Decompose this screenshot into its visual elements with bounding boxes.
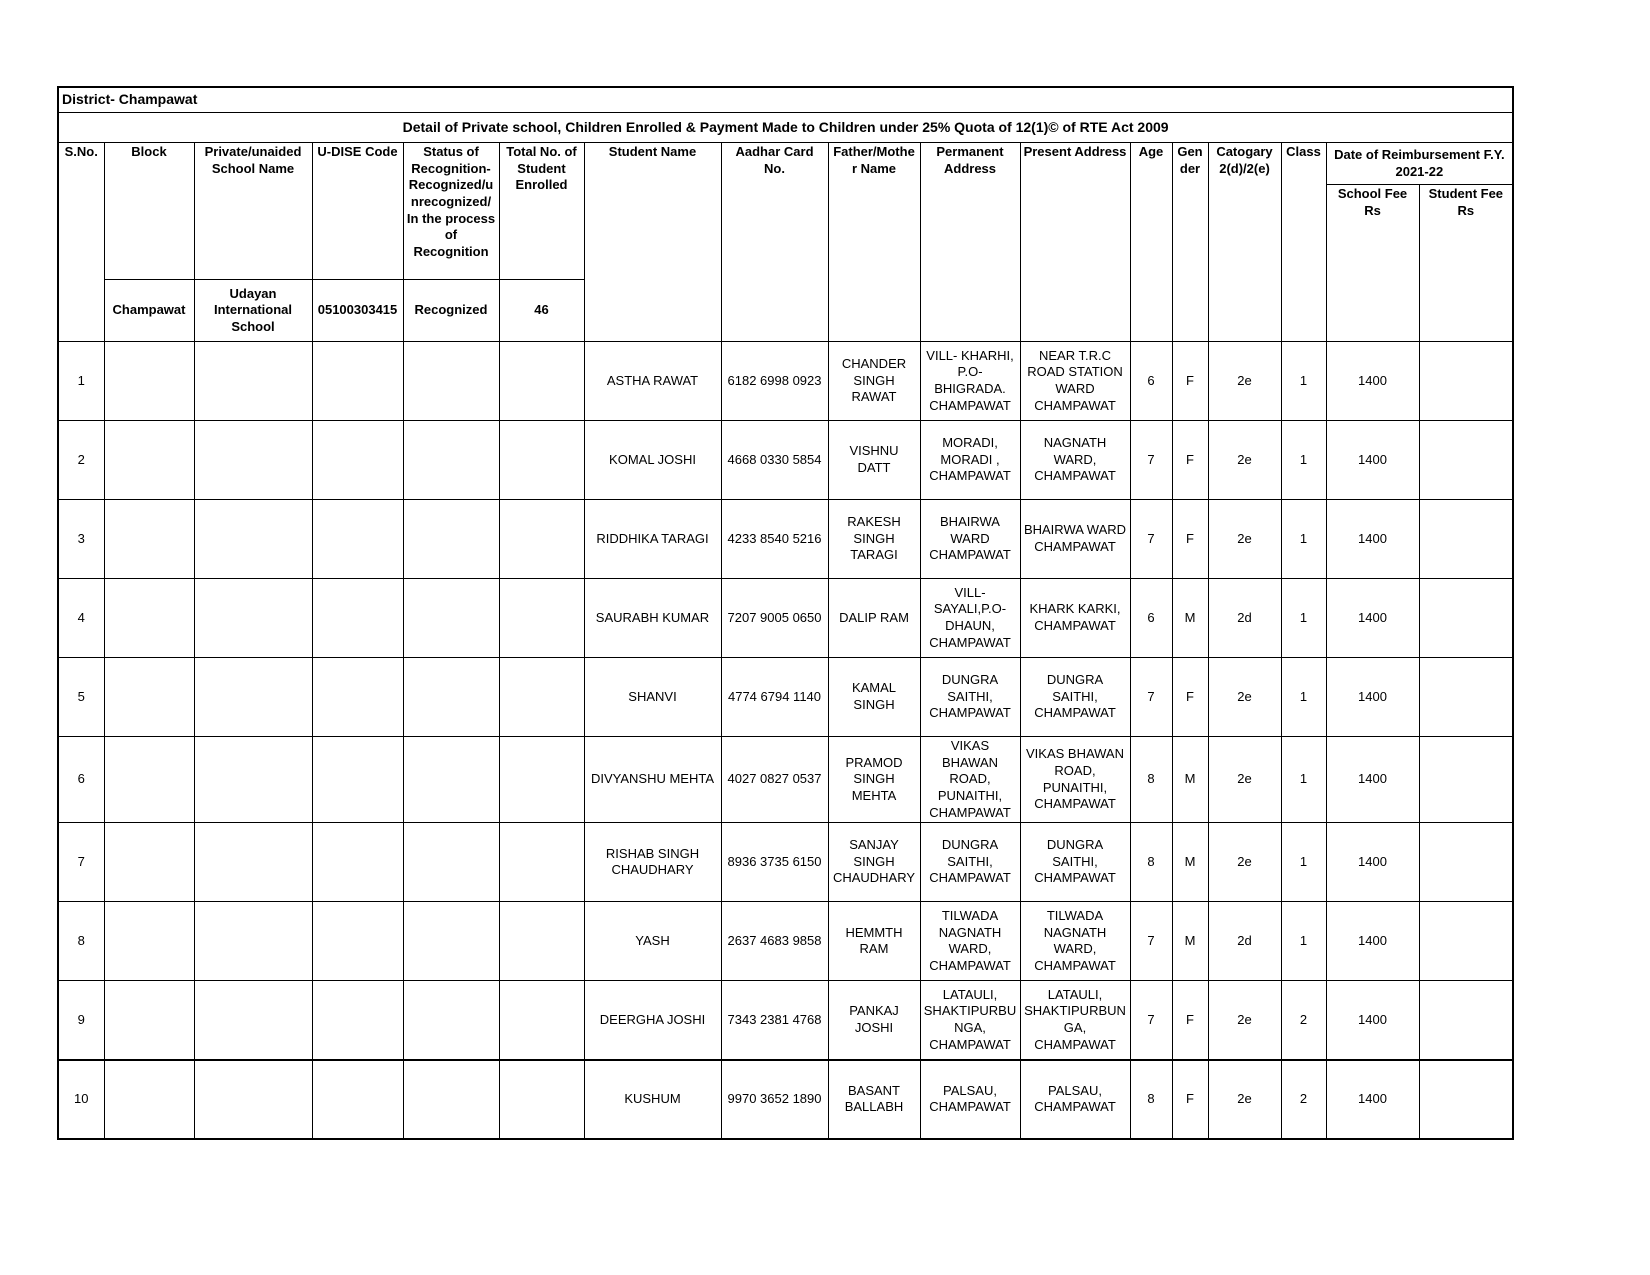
cell-student-name: KUSHUM — [584, 1060, 721, 1139]
col-header-father: Father/Mother Name — [828, 143, 920, 342]
cell-udise — [312, 658, 403, 737]
col-header-age: Age — [1130, 143, 1172, 342]
cell-permanent: VILL- SAYALI,P.O- DHAUN, CHAMPAWAT — [920, 579, 1020, 658]
rte-enrollment-table — [57, 86, 1514, 1140]
cell-school-name — [194, 981, 312, 1060]
cell-sno: 4 — [58, 579, 104, 658]
table-row — [58, 342, 1513, 421]
cell-block — [104, 737, 194, 823]
cell-udise — [312, 902, 403, 981]
col-header-udise: U-DISE Code — [312, 143, 403, 280]
cell-class: 1 — [1281, 737, 1326, 823]
cell-block — [104, 823, 194, 902]
cell-school-fee: 1400 — [1326, 658, 1419, 737]
cell-father: DALIP RAM — [828, 579, 920, 658]
cell-permanent: LATAULI, SHAKTIPURBUNGA, CHAMPAWAT — [920, 981, 1020, 1060]
col-header-sno: S.No. — [58, 143, 104, 342]
col-header-block: Block — [104, 143, 194, 280]
cell-father: BASANT BALLABH — [828, 1060, 920, 1139]
col-header-permanent-address: Permanent Address — [920, 143, 1020, 342]
cell-present: DUNGRA SAITHI, CHAMPAWAT — [1020, 658, 1130, 737]
cell-present: VIKAS BHAWAN ROAD, PUNAITHI, CHAMPAWAT — [1020, 737, 1130, 823]
cell-present: LATAULI, SHAKTIPURBUNGA, CHAMPAWAT — [1020, 981, 1130, 1060]
cell-student-name: RIDDHIKA TARAGI — [584, 500, 721, 579]
cell-sno: 3 — [58, 500, 104, 579]
cell-category: 2e — [1208, 342, 1281, 421]
cell-father: HEMMTH RAM — [828, 902, 920, 981]
cell-aadhar: 8936 3735 6150 — [721, 823, 828, 902]
cell-gender: M — [1172, 737, 1208, 823]
cell-age: 7 — [1130, 902, 1172, 981]
cell-block — [104, 902, 194, 981]
cell-permanent: TILWADA NAGNATH WARD, CHAMPAWAT — [920, 902, 1020, 981]
cell-aadhar: 4027 0827 0537 — [721, 737, 828, 823]
data-rows — [58, 342, 1513, 1139]
cell-status — [403, 737, 499, 823]
cell-student-fee — [1419, 823, 1513, 902]
cell-student-fee — [1419, 421, 1513, 500]
cell-gender: M — [1172, 579, 1208, 658]
cell-total — [499, 658, 584, 737]
table-row — [58, 500, 1513, 579]
cell-block — [104, 421, 194, 500]
cell-father: SANJAY SINGH CHAUDHARY — [828, 823, 920, 902]
cell-aadhar: 4774 6794 1140 — [721, 658, 828, 737]
cell-block — [104, 579, 194, 658]
cell-aadhar: 7343 2381 4768 — [721, 981, 828, 1060]
col-header-present-address: Present Address — [1020, 143, 1130, 342]
col-header-class: Class — [1281, 143, 1326, 342]
cell-school-name — [194, 500, 312, 579]
cell-total — [499, 737, 584, 823]
cell-status — [403, 823, 499, 902]
table-row — [58, 579, 1513, 658]
cell-udise — [312, 737, 403, 823]
cell-gender: F — [1172, 500, 1208, 579]
cell-total — [499, 823, 584, 902]
school-info-block: Champawat — [104, 280, 194, 342]
cell-father: PANKAJ JOSHI — [828, 981, 920, 1060]
cell-present: NEAR T.R.C ROAD STATION WARD CHAMPAWAT — [1020, 342, 1130, 421]
cell-student-name: SAURABH KUMAR — [584, 579, 721, 658]
cell-age: 8 — [1130, 1060, 1172, 1139]
cell-class: 1 — [1281, 902, 1326, 981]
cell-present: KHARK KARKI, CHAMPAWAT — [1020, 579, 1130, 658]
cell-student-name: DEERGHA JOSHI — [584, 981, 721, 1060]
cell-student-name: ASTHA RAWAT — [584, 342, 721, 421]
cell-block — [104, 500, 194, 579]
cell-total — [499, 421, 584, 500]
col-header-total: Total No. of Student Enrolled — [499, 143, 584, 280]
cell-status — [403, 1060, 499, 1139]
cell-school-fee: 1400 — [1326, 342, 1419, 421]
cell-class: 1 — [1281, 579, 1326, 658]
cell-status — [403, 579, 499, 658]
cell-category: 2e — [1208, 981, 1281, 1060]
cell-aadhar: 2637 4683 9858 — [721, 902, 828, 981]
col-header-aadhar: Aadhar Card No. — [721, 143, 828, 342]
cell-student-fee — [1419, 981, 1513, 1060]
district-row — [58, 87, 1513, 113]
cell-gender: M — [1172, 902, 1208, 981]
cell-total — [499, 902, 584, 981]
col-header-school-name: Private/unaided School Name — [194, 143, 312, 280]
cell-permanent: DUNGRA SAITHI, CHAMPAWAT — [920, 823, 1020, 902]
cell-sno: 1 — [58, 342, 104, 421]
cell-sno: 5 — [58, 658, 104, 737]
cell-category: 2d — [1208, 902, 1281, 981]
cell-gender: F — [1172, 342, 1208, 421]
cell-aadhar: 6182 6998 0923 — [721, 342, 828, 421]
cell-class: 2 — [1281, 1060, 1326, 1139]
table-row — [58, 823, 1513, 902]
cell-present: PALSAU, CHAMPAWAT — [1020, 1060, 1130, 1139]
cell-student-fee — [1419, 658, 1513, 737]
cell-student-name: KOMAL JOSHI — [584, 421, 721, 500]
cell-permanent: PALSAU, CHAMPAWAT — [920, 1060, 1020, 1139]
col-header-category: Catogary 2(d)/2(e) — [1208, 143, 1281, 342]
cell-category: 2d — [1208, 579, 1281, 658]
cell-student-fee — [1419, 1060, 1513, 1139]
cell-aadhar: 4668 0330 5854 — [721, 421, 828, 500]
col-header-reimbursement-group: Date of Reimbursement F.Y. 2021-22 — [1326, 143, 1513, 185]
cell-sno: 2 — [58, 421, 104, 500]
cell-father: VISHNU DATT — [828, 421, 920, 500]
cell-status — [403, 500, 499, 579]
cell-status — [403, 981, 499, 1060]
school-info-total: 46 — [499, 280, 584, 342]
cell-udise — [312, 1060, 403, 1139]
cell-present: BHAIRWA WARD CHAMPAWAT — [1020, 500, 1130, 579]
cell-total — [499, 1060, 584, 1139]
cell-school-name — [194, 902, 312, 981]
cell-status — [403, 342, 499, 421]
cell-category: 2e — [1208, 658, 1281, 737]
table-row — [58, 421, 1513, 500]
cell-school-name — [194, 342, 312, 421]
cell-udise — [312, 342, 403, 421]
col-header-status: Status of Recognition- Recognized/unrecognized/ In the process of Recognition — [403, 143, 499, 280]
cell-gender: F — [1172, 658, 1208, 737]
cell-gender: F — [1172, 421, 1208, 500]
cell-aadhar: 9970 3652 1890 — [721, 1060, 828, 1139]
cell-age: 7 — [1130, 421, 1172, 500]
cell-student-fee — [1419, 579, 1513, 658]
cell-status — [403, 658, 499, 737]
cell-student-fee — [1419, 342, 1513, 421]
cell-student-name: RISHAB SINGH CHAUDHARY — [584, 823, 721, 902]
cell-sno: 6 — [58, 737, 104, 823]
cell-age: 7 — [1130, 500, 1172, 579]
cell-category: 2e — [1208, 737, 1281, 823]
cell-total — [499, 342, 584, 421]
cell-school-fee: 1400 — [1326, 823, 1419, 902]
cell-present: TILWADA NAGNATH WARD, CHAMPAWAT — [1020, 902, 1130, 981]
cell-school-name — [194, 658, 312, 737]
report-title: Detail of Private school, Children Enrolled & Payment Made to Children under 25% Quota of 12(1)© of RTE Act 2009 — [58, 113, 1513, 143]
cell-present: NAGNATH WARD, CHAMPAWAT — [1020, 421, 1130, 500]
cell-school-name — [194, 737, 312, 823]
col-header-student-name: Student Name — [584, 143, 721, 342]
cell-school-fee: 1400 — [1326, 902, 1419, 981]
cell-school-fee: 1400 — [1326, 579, 1419, 658]
cell-age: 7 — [1130, 981, 1172, 1060]
cell-student-name: YASH — [584, 902, 721, 981]
title-row — [58, 113, 1513, 143]
rte-report-sheet — [57, 86, 1514, 1140]
cell-permanent: MORADI, MORADI , CHAMPAWAT — [920, 421, 1020, 500]
cell-class: 2 — [1281, 981, 1326, 1060]
cell-block — [104, 981, 194, 1060]
col-header-gender: Gender — [1172, 143, 1208, 342]
cell-total — [499, 579, 584, 658]
cell-father: PRAMOD SINGH MEHTA — [828, 737, 920, 823]
cell-student-fee — [1419, 902, 1513, 981]
cell-school-fee: 1400 — [1326, 1060, 1419, 1139]
cell-status — [403, 421, 499, 500]
cell-total — [499, 500, 584, 579]
cell-udise — [312, 421, 403, 500]
cell-school-fee: 1400 — [1326, 421, 1419, 500]
cell-block — [104, 658, 194, 737]
cell-class: 1 — [1281, 658, 1326, 737]
header-row-1 — [58, 143, 1513, 185]
cell-category: 2e — [1208, 500, 1281, 579]
cell-gender: F — [1172, 1060, 1208, 1139]
cell-student-fee — [1419, 500, 1513, 579]
cell-sno: 7 — [58, 823, 104, 902]
cell-permanent: DUNGRA SAITHI, CHAMPAWAT — [920, 658, 1020, 737]
table-row — [58, 658, 1513, 737]
cell-category: 2e — [1208, 823, 1281, 902]
cell-aadhar: 7207 9005 0650 — [721, 579, 828, 658]
cell-class: 1 — [1281, 500, 1326, 579]
cell-father: KAMAL SINGH — [828, 658, 920, 737]
cell-sno: 9 — [58, 981, 104, 1060]
cell-udise — [312, 500, 403, 579]
cell-age: 6 — [1130, 579, 1172, 658]
school-info-udise: 05100303415 — [312, 280, 403, 342]
table-row — [58, 1060, 1513, 1139]
col-header-student-fee: Student Fee Rs — [1419, 185, 1513, 342]
cell-aadhar: 4233 8540 5216 — [721, 500, 828, 579]
cell-block — [104, 342, 194, 421]
cell-school-name — [194, 1060, 312, 1139]
cell-age: 8 — [1130, 823, 1172, 902]
cell-father: RAKESH SINGH TARAGI — [828, 500, 920, 579]
cell-student-name: DIVYANSHU MEHTA — [584, 737, 721, 823]
cell-udise — [312, 579, 403, 658]
cell-gender: F — [1172, 981, 1208, 1060]
cell-school-fee: 1400 — [1326, 500, 1419, 579]
cell-school-fee: 1400 — [1326, 981, 1419, 1060]
cell-age: 6 — [1130, 342, 1172, 421]
district-label: District- Champawat — [58, 87, 1513, 113]
school-info-name: Udayan International School — [194, 280, 312, 342]
table-row — [58, 981, 1513, 1060]
cell-class: 1 — [1281, 342, 1326, 421]
cell-category: 2e — [1208, 421, 1281, 500]
cell-block — [104, 1060, 194, 1139]
cell-school-name — [194, 421, 312, 500]
cell-school-name — [194, 823, 312, 902]
cell-udise — [312, 981, 403, 1060]
cell-sno: 10 — [58, 1060, 104, 1139]
cell-gender: M — [1172, 823, 1208, 902]
cell-category: 2e — [1208, 1060, 1281, 1139]
table-head — [58, 87, 1513, 342]
cell-total — [499, 981, 584, 1060]
cell-permanent: BHAIRWA WARD CHAMPAWAT — [920, 500, 1020, 579]
cell-age: 7 — [1130, 658, 1172, 737]
cell-status — [403, 902, 499, 981]
cell-school-name — [194, 579, 312, 658]
table-row — [58, 737, 1513, 823]
cell-udise — [312, 823, 403, 902]
cell-present: DUNGRA SAITHI, CHAMPAWAT — [1020, 823, 1130, 902]
cell-age: 8 — [1130, 737, 1172, 823]
cell-class: 1 — [1281, 421, 1326, 500]
cell-father: CHANDER SINGH RAWAT — [828, 342, 920, 421]
school-info-status: Recognized — [403, 280, 499, 342]
cell-permanent: VIKAS BHAWAN ROAD, PUNAITHI, CHAMPAWAT — [920, 737, 1020, 823]
cell-student-name: SHANVI — [584, 658, 721, 737]
cell-sno: 8 — [58, 902, 104, 981]
table-row — [58, 902, 1513, 981]
cell-student-fee — [1419, 737, 1513, 823]
cell-school-fee: 1400 — [1326, 737, 1419, 823]
cell-class: 1 — [1281, 823, 1326, 902]
cell-permanent: VILL- KHARHI, P.O- BHIGRADA. CHAMPAWAT — [920, 342, 1020, 421]
col-header-school-fee: School Fee Rs — [1326, 185, 1419, 342]
